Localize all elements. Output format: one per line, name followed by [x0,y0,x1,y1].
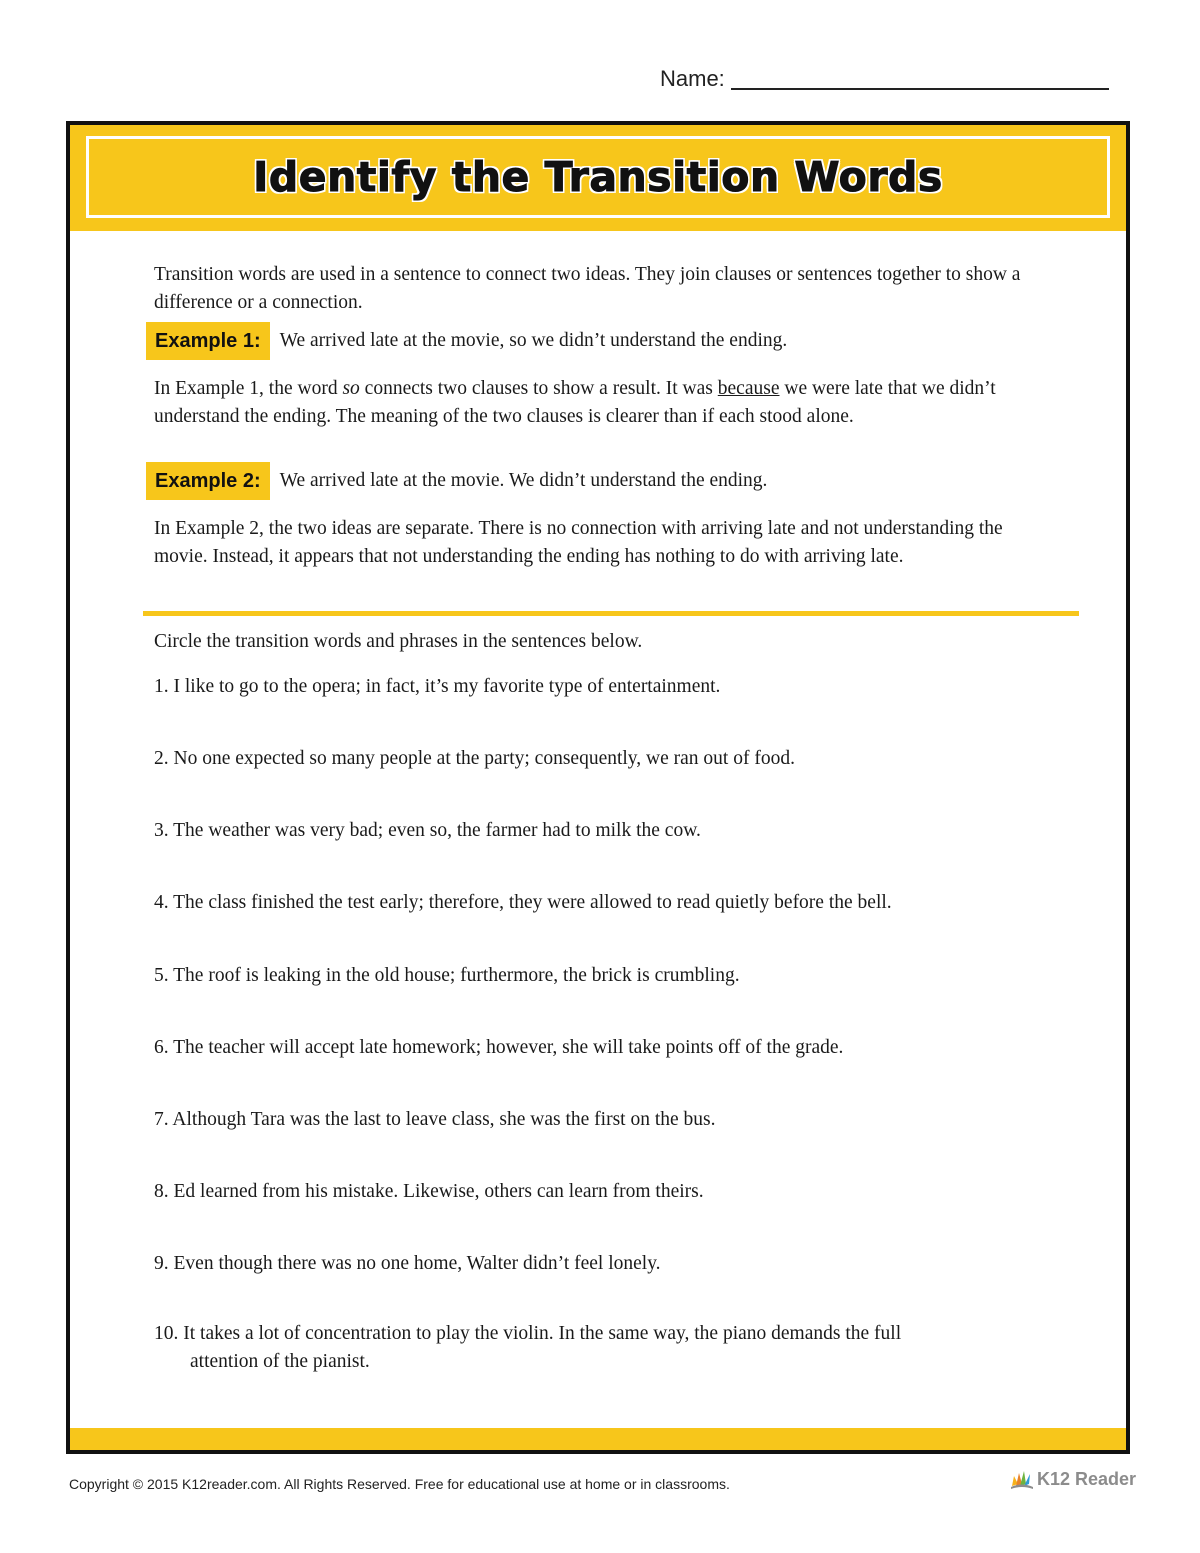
word-so: so [342,378,360,399]
name-field [660,66,1109,92]
instructions: Circle the transition words and phrases in the sentences below. [154,631,643,652]
copyright-footer: Copyright © 2015 K12reader.com. All Rights Reserved. Free for educational use at home or in classrooms. [69,1476,730,1492]
question-10-line-2: attention of the pianist. [190,1351,370,1372]
name-label: Name: [660,66,725,91]
logo-text: K12 Reader [1037,1468,1137,1489]
question-2[interactable]: 2. No one expected so many people at the party; consequently, we ran out of food. [154,748,795,769]
title-banner [70,125,1126,231]
example-2 [146,462,767,500]
title-inner-border [86,136,1110,218]
question-10-line-1: 10. It takes a lot of concentration to play the violin. In the same way, the piano demands the full [154,1323,902,1344]
intro-paragraph: Transition words are used in a sentence to connect two ideas. They join clauses or sentences together to show a difference or a connection. [154,264,1021,313]
example-1-sentence: We arrived late at the movie, so we didn’t understand the ending. [279,330,788,351]
example-2-sentence: We arrived late at the movie. We didn’t understand the ending. [279,470,768,491]
example-1 [146,322,787,360]
question-6[interactable]: 6. The teacher will accept late homework; however, she will take points off of the grade. [154,1037,844,1058]
question-3[interactable]: 3. The weather was very bad; even so, the farmer had to milk the cow. [154,820,701,841]
word-because: because [717,378,780,399]
bottom-accent-bar [70,1428,1126,1450]
question-5[interactable]: 5. The roof is leaking in the old house; furthermore, the brick is crumbling. [154,965,740,986]
explanation-1-part-2: connects two clauses to show a result. It was [359,378,718,399]
section-divider [143,611,1079,616]
worksheet-frame [66,121,1130,1454]
question-9[interactable]: 9. Even though there was no one home, Walter didn’t feel lonely. [154,1253,661,1274]
question-4[interactable]: 4. The class finished the test early; therefore, they were allowed to read quietly before the bell. [154,892,892,913]
question-1[interactable]: 1. I like to go to the opera; in fact, it’s my favorite type of entertainment. [154,676,721,697]
question-10[interactable] [154,1320,1054,1376]
example-2-label: Example 2: [146,462,270,500]
example-1-explanation [154,375,1050,431]
book-leaf-icon [1010,1468,1034,1490]
name-blank-line[interactable] [731,66,1109,90]
question-8[interactable]: 8. Ed learned from his mistake. Likewise, others can learn from theirs. [154,1181,704,1202]
explanation-1-part-1: In Example 1, the word [154,378,343,399]
page-title: Identify the Transition Words [253,153,943,201]
k12reader-logo [1010,1468,1136,1490]
example-2-explanation: In Example 2, the two ideas are separate. There is no connection with arriving late and not understanding the movie. Instead, it appears that not understanding the ending has nothing to do with arriving late. [154,518,1003,567]
explanation-1-part-3: we were late that we didn’t understand the ending. The meaning of the two clauses is clearer than if each stood alone. [154,378,996,427]
question-7[interactable]: 7. Although Tara was the last to leave class, she was the first on the bus. [154,1109,716,1130]
example-1-label: Example 1: [146,322,270,360]
